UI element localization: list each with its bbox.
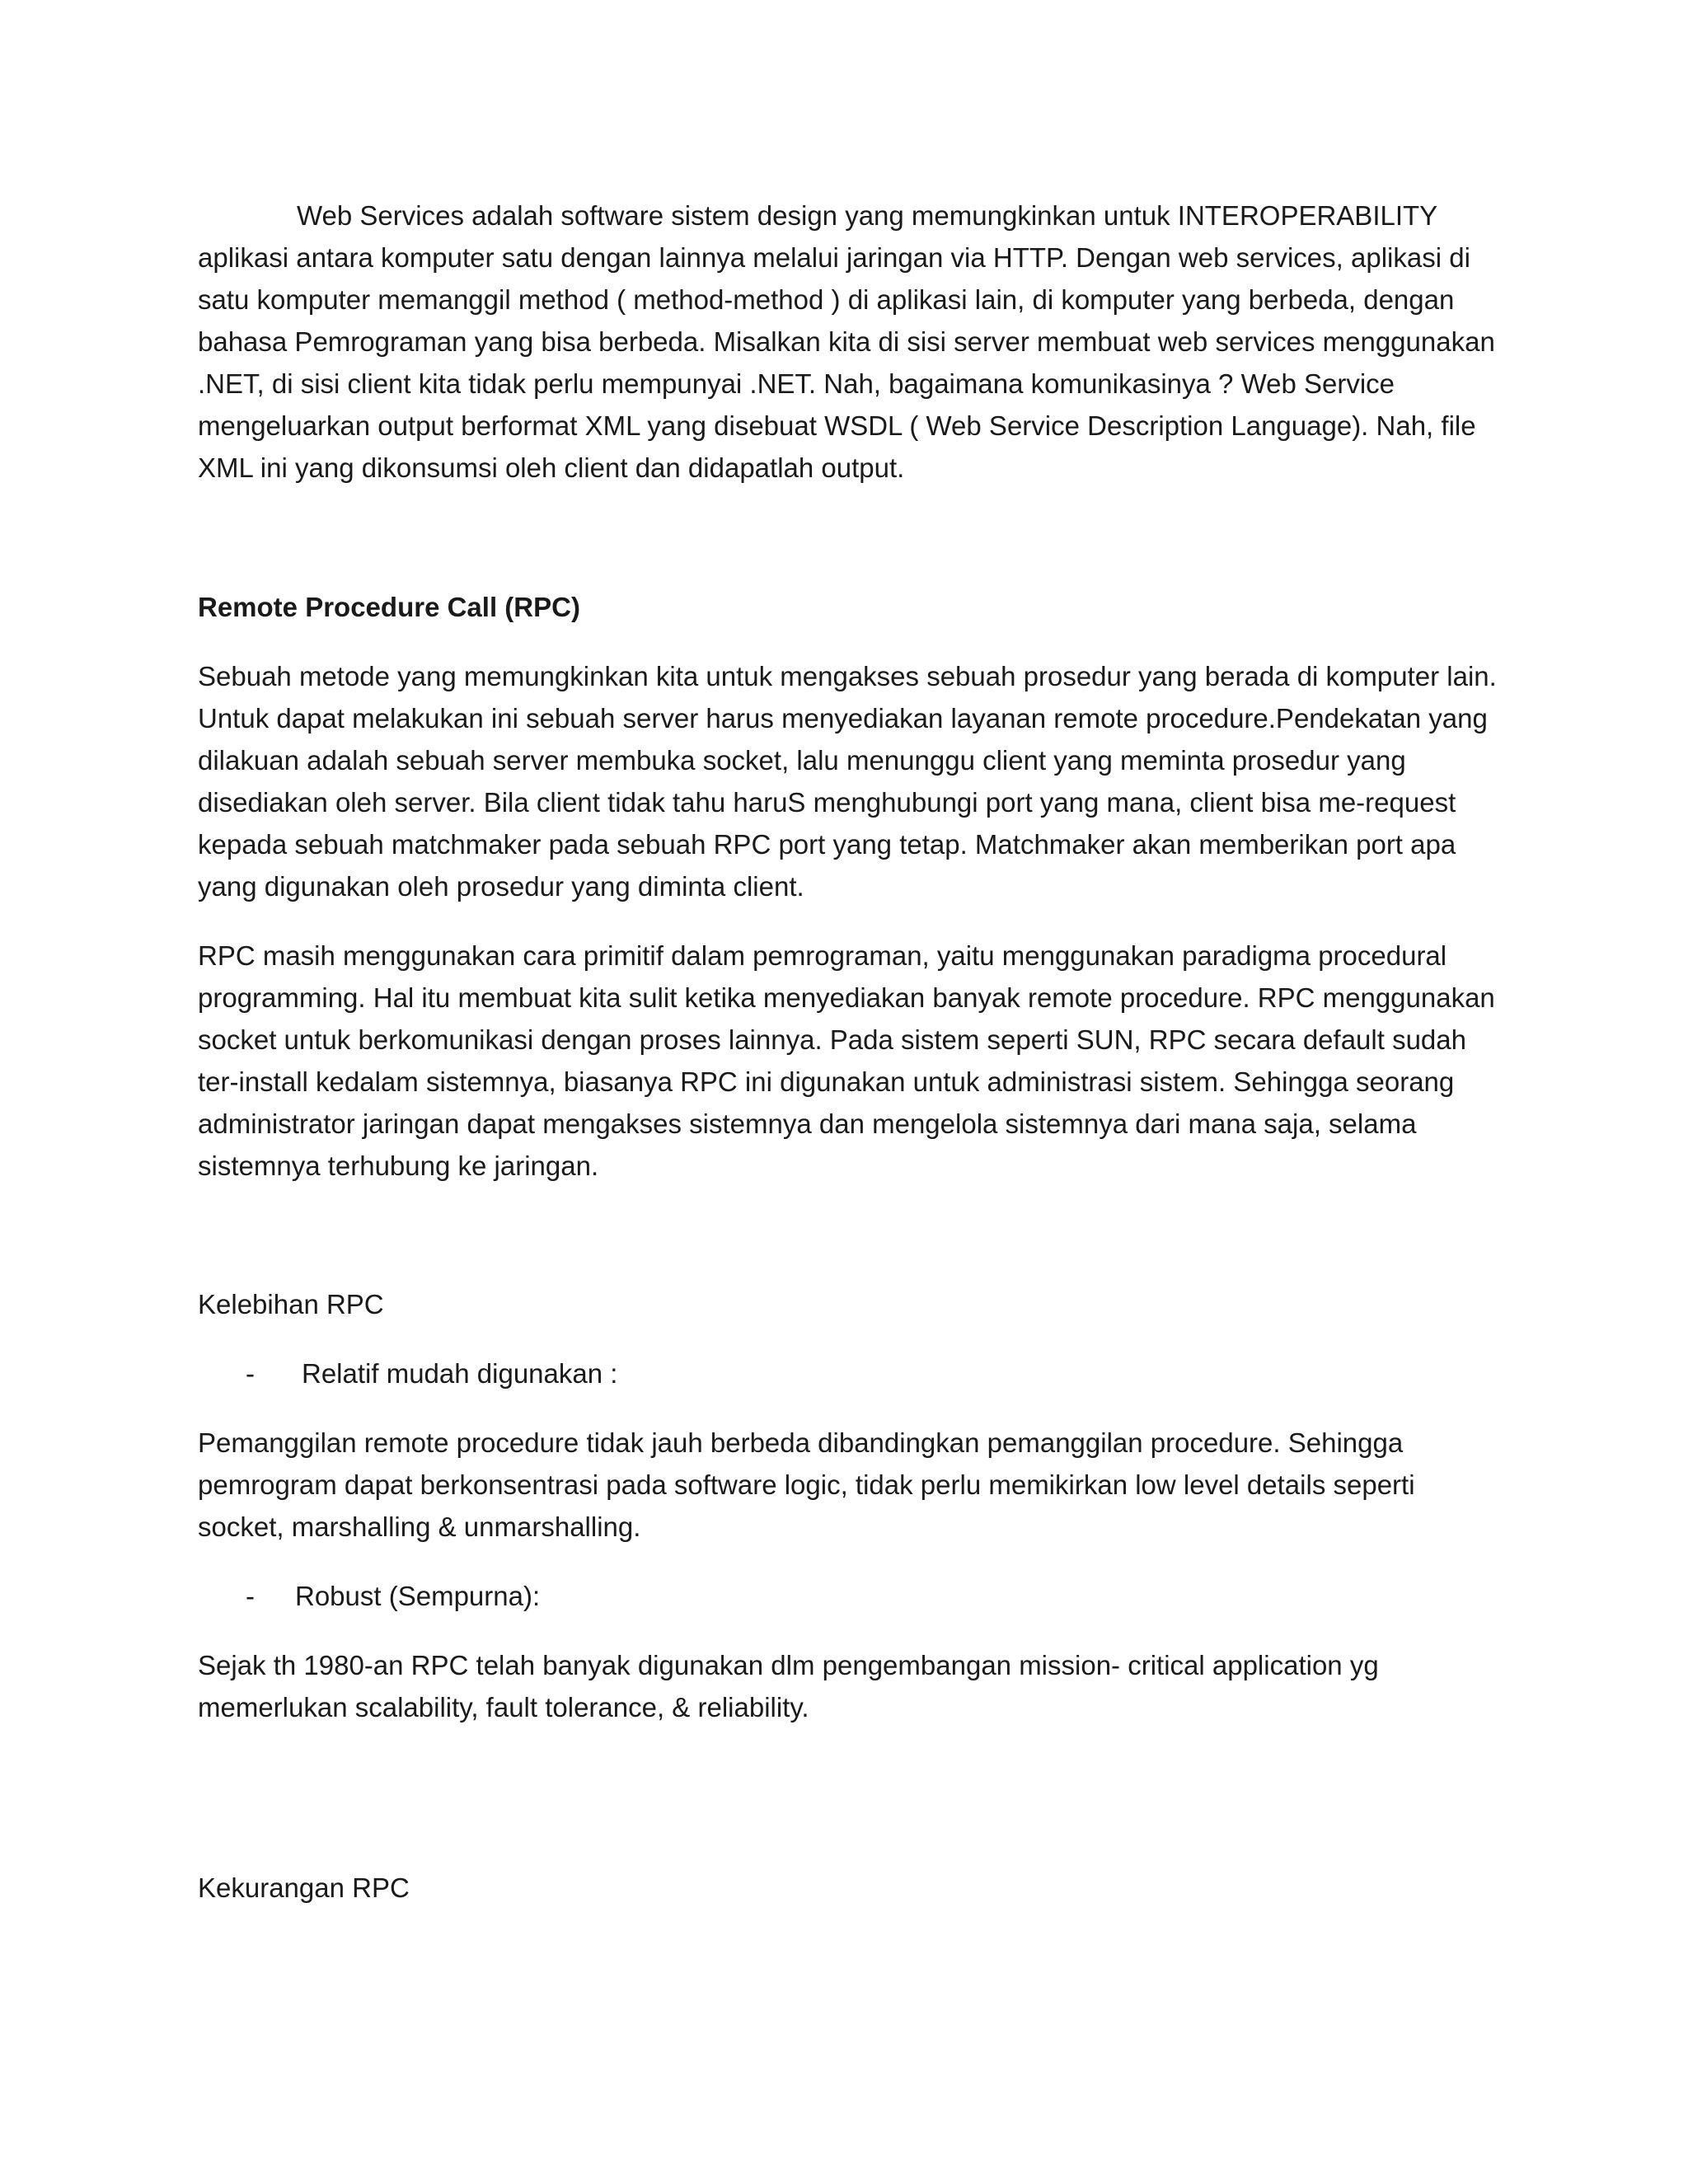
bullet-dash: - [246, 1581, 255, 1611]
disadvantages-heading: Kekurangan RPC [198, 1872, 410, 1903]
advantage-item-1 [198, 1352, 1500, 1394]
advantage-item-1-text: Pemanggilan remote procedure tidak jauh berbeda dibandingkan pemanggilan procedure. Sehingga pemrogram dapat berkonsentrasi pada software logic, tidak perlu memikirkan low level details seperti socket, marshalling & unmarshalling. [198, 1427, 1415, 1542]
bullet-dash: - [246, 1358, 255, 1389]
advantage-item-1-label: Relatif mudah digunakan : [302, 1358, 618, 1389]
advantages-heading: Kelebihan RPC [198, 1289, 384, 1319]
intro-paragraph: Web Services adalah software sistem design yang memungkinkan untuk INTEROPERABILITY aplikasi antara komputer satu dengan lainnya melalui jaringan via HTTP. Dengan web services, aplikasi di satu komputer memanggil method ( method-method ) di aplikasi lain, di komputer yang berbeda, dengan bahasa Pemrograman yang bisa berbeda. Misalkan kita di sisi server membuat web services menggunakan .NET, di sisi client kita tidak perlu mempunyai .NET. Nah, bagaimana komunikasinya ? Web Service mengeluarkan output berformat XML yang disebuat WSDL ( Web Service Description Language). Nah, file XML ini yang dikonsumsi oleh client dan didapatlah output. [198, 200, 1495, 483]
rpc-paragraph-1: Sebuah metode yang memungkinkan kita untuk mengakses sebuah prosedur yang berada di komputer lain. Untuk dapat melakukan ini sebuah server harus menyediakan layanan remote procedure.Pendekatan yang dilakuan adalah sebuah server membuka socket, lalu menunggu client yang meminta prosedur yang disediakan oleh server. Bila client tidak tahu haruS menghubungi port yang mana, client bisa me-request kepada sebuah matchmaker pada sebuah RPC port yang tetap. Matchmaker akan memberikan port apa yang digunakan oleh prosedur yang diminta client. [198, 661, 1497, 902]
advantage-item-2-label: Robust (Sempurna): [295, 1581, 541, 1611]
rpc-paragraph-2: RPC masih menggunakan cara primitif dalam pemrograman, yaitu menggunakan paradigma procedural programming. Hal itu membuat kita sulit ketika menyediakan banyak remote procedure. RPC menggunakan socket untuk berkomunikasi dengan proses lainnya. Pada sistem seperti SUN, RPC secara default sudah ter-install kedalam sistemnya, biasanya RPC ini digunakan untuk administrasi sistem. Sehingga seorang administrator jaringan dapat mengakses sistemnya dan mengelola sistemnya dari mana saja, selama sistemnya terhubung ke jaringan. [198, 940, 1495, 1181]
advantage-item-2-text: Sejak th 1980-an RPC telah banyak digunakan dlm pengembangan mission- critical application yg memerlukan scalability, fault tolerance, & reliability. [198, 1650, 1379, 1722]
document-page [198, 194, 1500, 1909]
rpc-heading: Remote Procedure Call (RPC) [198, 592, 580, 622]
advantage-item-2 [198, 1575, 1500, 1617]
